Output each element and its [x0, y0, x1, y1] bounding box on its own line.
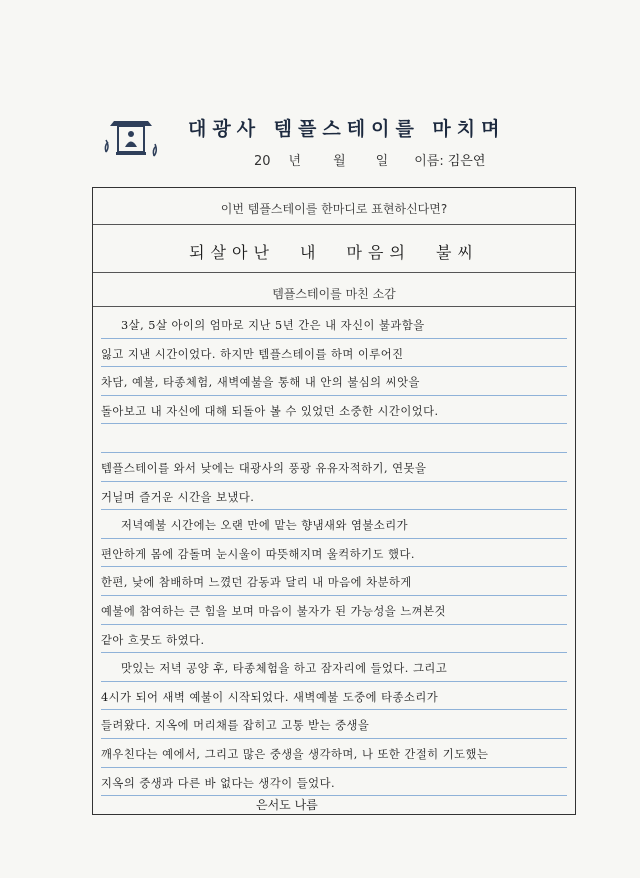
answer-line: 들려왔다. 지옥에 머리채를 잡히고 고통 받는 중생을 — [101, 710, 567, 739]
answer-line: 템플스테이를 와서 낮에는 대광사의 풍광 유유자적하기, 연못을 — [101, 453, 567, 482]
divider — [93, 306, 575, 307]
handwritten-answer-lines — [101, 310, 567, 796]
date-name-line — [254, 150, 574, 169]
question-two-impressions: 템플스테이를 마친 소감 — [272, 287, 396, 301]
answer-line: 깨우친다는 예에서, 그리고 많은 중생을 생각하며, 나 또한 간절히 기도했는 — [101, 739, 567, 768]
handwritten-note: 은서도 나름 — [256, 798, 318, 812]
day-label: 일 — [375, 154, 389, 169]
divider — [93, 224, 575, 225]
answer-line: 저녁예불 시간에는 오랜 만에 맡는 향냄새와 염불소리가 — [101, 510, 567, 539]
answer-line: 예불에 참여하는 큰 힘을 보며 마음이 불자가 된 가능성을 느껴본것 — [101, 596, 567, 625]
name-value: 김은연 — [447, 154, 486, 169]
answer-line: 4시가 되어 새벽 예불이 시작되었다. 새벽예불 도중에 타종소리가 — [101, 682, 567, 711]
answer-line: 3살, 5살 아이의 엄마로 지난 5년 간은 내 자신이 불과함을 — [101, 310, 567, 339]
month-label: 월 — [333, 154, 346, 169]
divider — [93, 272, 575, 273]
survey-form — [92, 187, 576, 815]
temple-logo — [100, 112, 162, 162]
answer-line: 돌아보고 내 자신에 대해 되돌아 볼 수 있었던 소중한 시간이었다. — [101, 396, 567, 425]
question-one-summary: 이번 템플스테이를 한마디로 표현하신다면? — [220, 202, 448, 216]
answer-one: 되살아난 내 마음의 불씨 — [189, 243, 479, 262]
answer-line: 차담, 예불, 타종체험, 새벽예불을 통해 내 안의 불심의 씨앗을 — [101, 367, 567, 396]
answer-line: 같아 흐뭇도 하였다. — [101, 625, 567, 654]
answer-line: 편안하게 몸에 감돌며 눈시울이 따뜻해지며 울컥하기도 했다. — [101, 539, 567, 568]
answer-line: 잃고 지낸 시간이었다. 하지만 템플스테이를 하며 이루어진 — [101, 339, 567, 368]
year-label: 년 — [288, 154, 302, 169]
answer-line — [101, 424, 567, 453]
answer-line: 거닐며 즐거운 시간을 보냈다. — [101, 482, 567, 511]
answer-line: 맛있는 저녁 공양 후, 타종체험을 하고 잠자리에 들었다. 그리고 — [101, 653, 567, 682]
answer-line: 지옥의 중생과 다른 바 없다는 생각이 들었다. — [101, 768, 567, 797]
year-prefix: 20 — [254, 154, 271, 169]
name-label: 이름: — [414, 154, 444, 169]
page-title: 대광사 템플스테이를 마치며 — [188, 118, 506, 140]
answer-line: 한편, 낮에 참배하며 느꼈던 감동과 달리 내 마음에 차분하게 — [101, 567, 567, 596]
